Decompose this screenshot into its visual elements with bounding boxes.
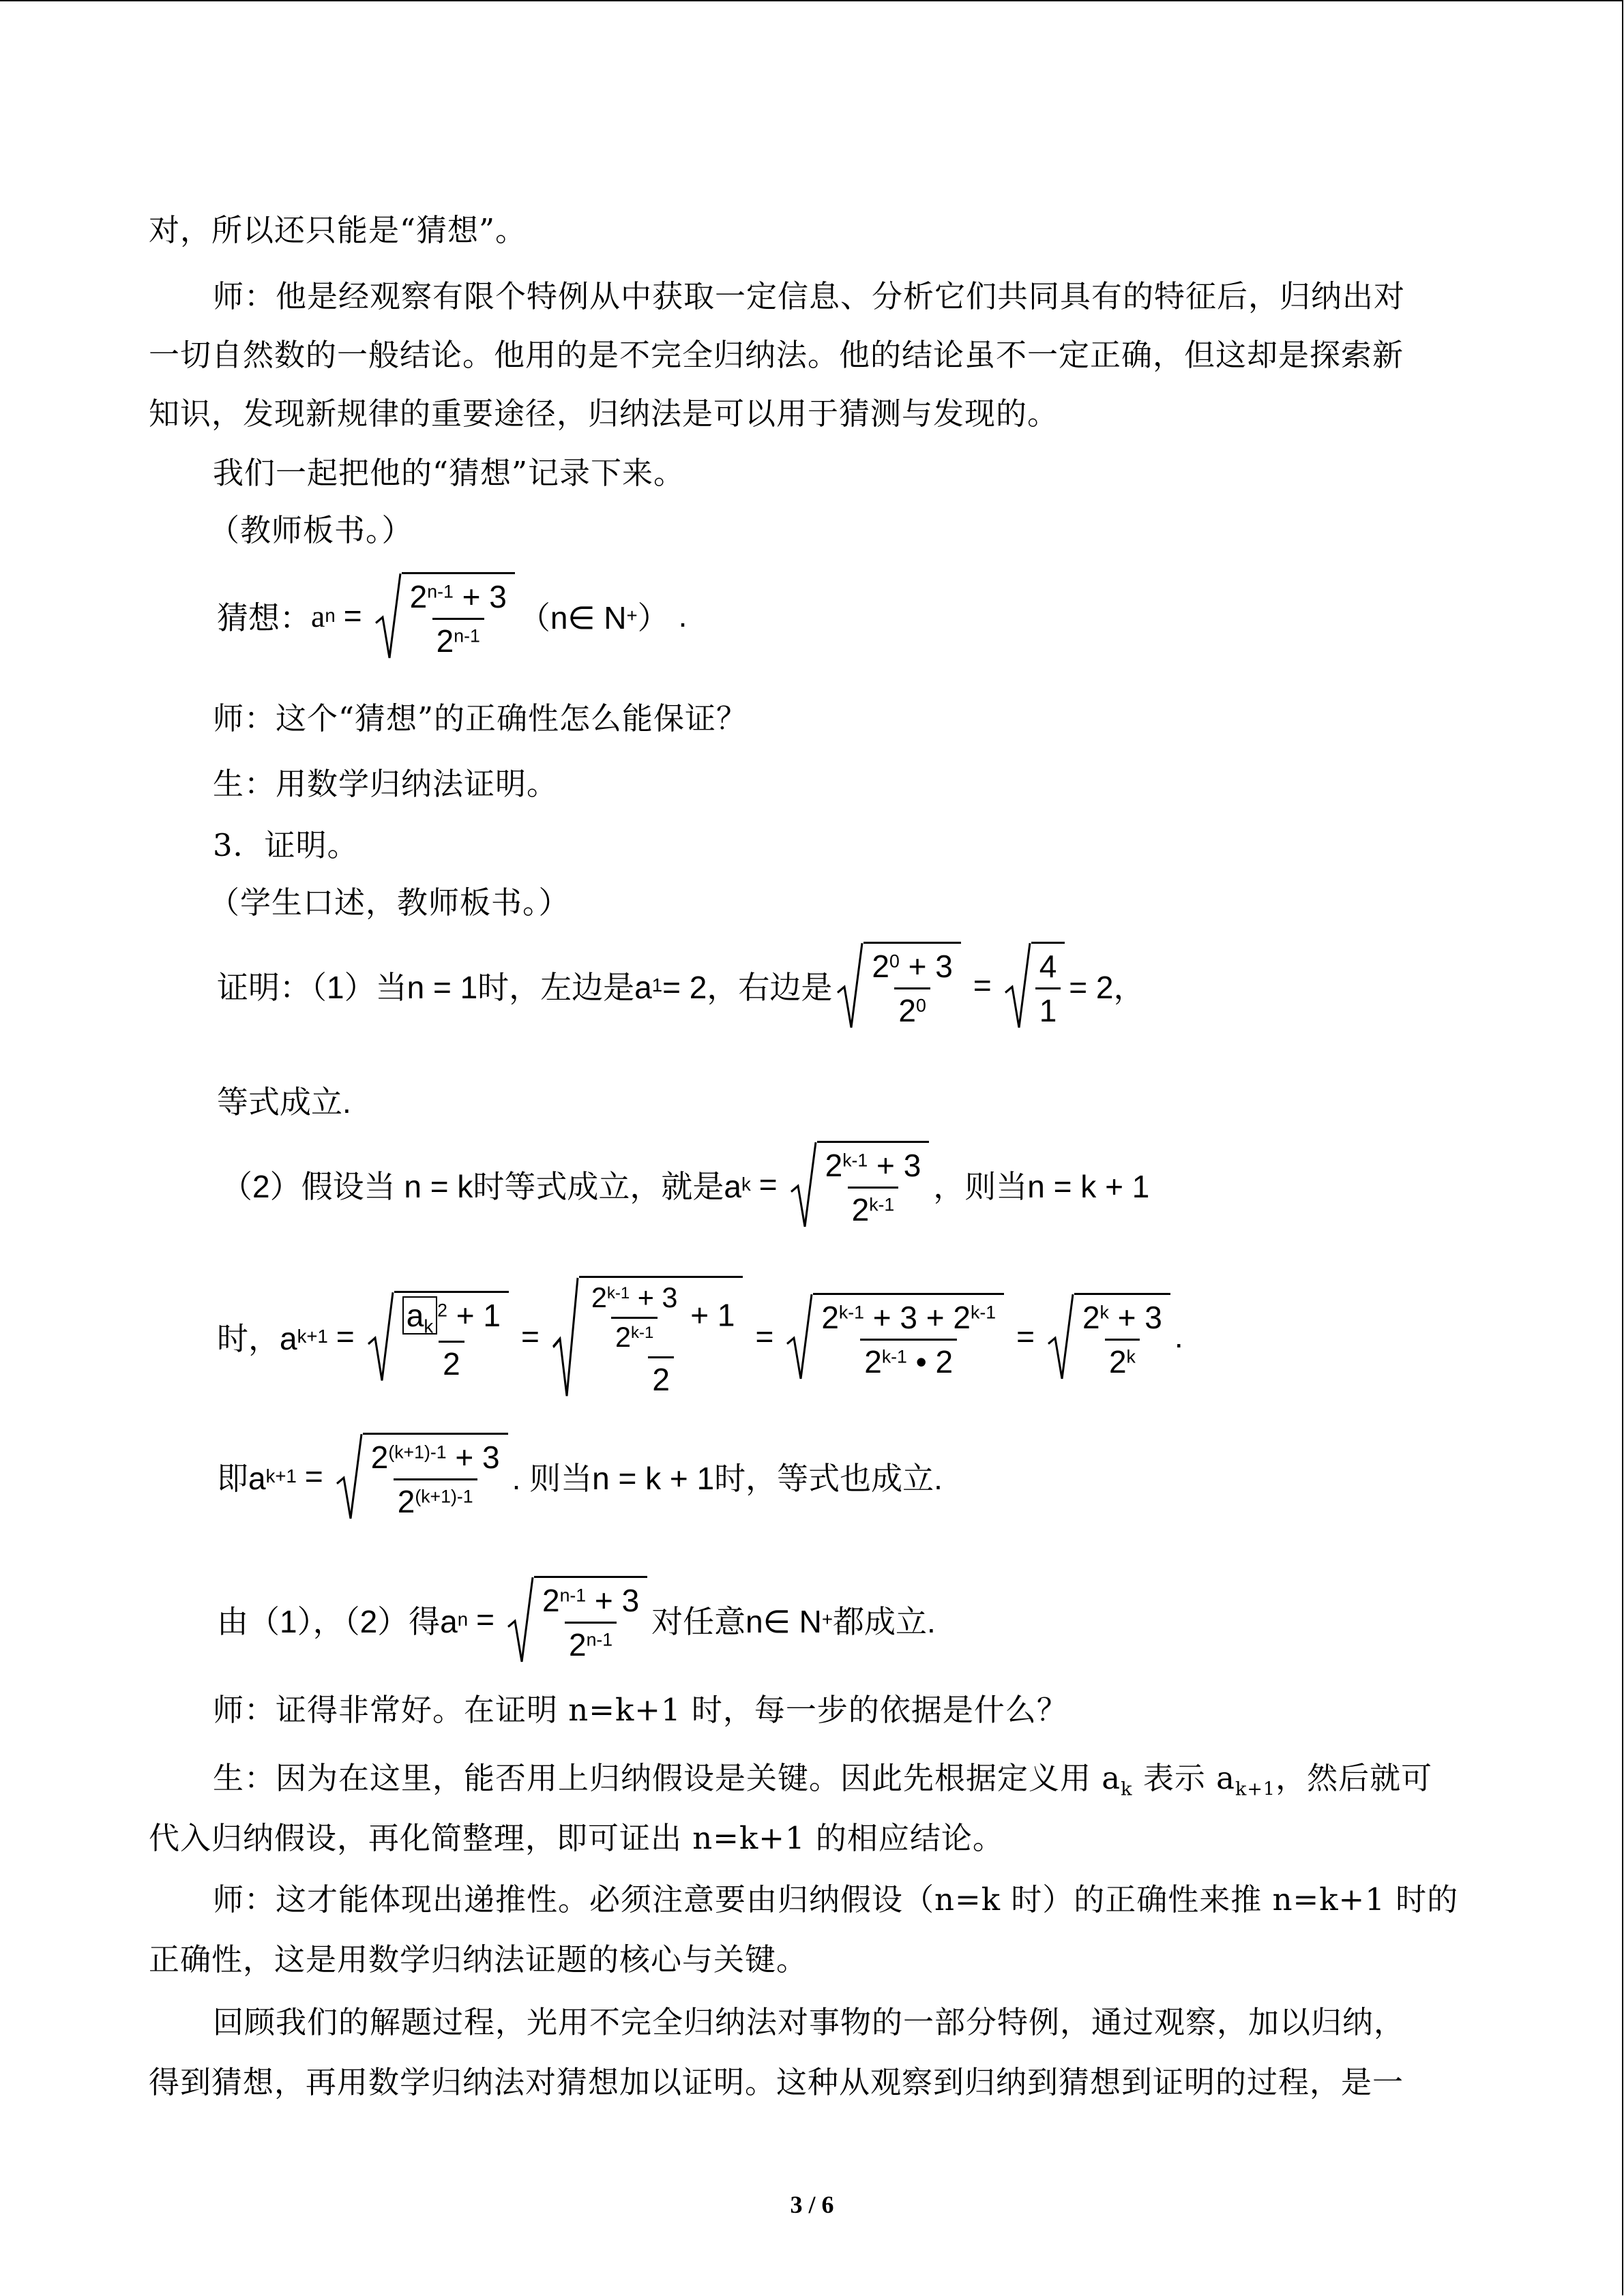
sqrt <box>786 1293 1004 1380</box>
text-segment: 表示 a <box>1132 1760 1235 1796</box>
formula-text: + 3 <box>446 1440 500 1475</box>
formula-text: ） <box>637 600 669 636</box>
text-line: 知识，发现新规律的重要途径，归纳法是可以用于猜测与发现的。 <box>149 396 1059 432</box>
formula-text: 2 <box>397 1484 415 1519</box>
formula-text: k-1 <box>630 1323 654 1342</box>
formula-text: 对任意n∈ N <box>651 1604 822 1639</box>
formula-text: ，则当n = k + 1 <box>933 1169 1150 1204</box>
formula-text: n <box>457 1609 469 1630</box>
formula-text: = <box>1016 1319 1035 1354</box>
formula-text: • 2 <box>906 1344 954 1380</box>
formula-text: 4 <box>1039 949 1057 984</box>
formula-text: = <box>476 1602 494 1637</box>
final-conclusion <box>217 1575 936 1664</box>
fraction <box>817 1299 1000 1380</box>
formula-text: k-1 <box>842 1150 868 1171</box>
formula-text: 等式成立. <box>217 1084 351 1120</box>
text-segment: k+1 <box>1235 1778 1276 1800</box>
fraction <box>1035 948 1061 1029</box>
formula-text: = <box>304 1459 323 1494</box>
formula-text: 2 <box>1108 1344 1127 1380</box>
text-line: 生：用数学归纳法证明。 <box>213 766 559 802</box>
conjecture-formula <box>217 571 687 660</box>
formula-text: = 2，右边是 <box>662 970 833 1005</box>
text-line: 得到猜想，再用数学归纳法对猜想加以证明。这种从观察到归纳到猜想到证明的过程，是一 <box>149 2064 1404 2100</box>
formula-text: = <box>343 598 362 633</box>
sqrt <box>367 1291 509 1382</box>
text-line: （学生口述，教师板书。） <box>209 884 570 921</box>
fraction <box>538 1582 643 1663</box>
formula-text: 2 <box>898 993 916 1028</box>
sqrt <box>374 572 515 659</box>
formula-text: 2 <box>648 1356 674 1398</box>
formula-text: 2 <box>370 1440 389 1475</box>
conclusion-step-2 <box>217 1432 943 1521</box>
formula-text: + 3 <box>1108 1300 1162 1335</box>
formula-text: (k+1)-1 <box>388 1442 447 1463</box>
proof-step-2 <box>221 1140 1149 1229</box>
formula-text: + <box>821 1609 833 1630</box>
text-line: 回顾我们的解题过程，光用不完全归纳法对事物的一部分特例，通过观察，加以归纳， <box>213 2004 1406 2040</box>
formula-text: 0 <box>915 995 926 1016</box>
formula-text: n-1 <box>454 625 480 646</box>
formula-text: k <box>424 1315 434 1337</box>
formula-text: 2 <box>591 1281 607 1313</box>
formula-text: 时，a <box>217 1321 297 1356</box>
fraction <box>868 948 956 1029</box>
formula-text: k+1 <box>265 1465 297 1487</box>
fraction <box>821 1147 926 1228</box>
formula-text: = 2， <box>1069 970 1145 1005</box>
formula-text: n-1 <box>586 1629 613 1650</box>
fraction <box>406 578 511 659</box>
fraction <box>398 1297 505 1382</box>
formula-text: 2 <box>851 1192 870 1227</box>
formula-text: = <box>336 1319 355 1354</box>
text-line: 对，所以还只能是“猜想”。 <box>149 212 527 248</box>
formula-text: + 3 + 2 <box>863 1300 971 1335</box>
formula-text: （2）假设当 n = k时等式成立，就是a <box>221 1169 741 1204</box>
formula-text: k <box>1099 1302 1109 1323</box>
text-line: 师：这个“猜想”的正确性怎么能保证？ <box>213 700 748 736</box>
formula-text: n-1 <box>427 581 454 602</box>
formula-text: 2 <box>872 949 889 984</box>
sqrt <box>507 1576 647 1663</box>
equality-holds <box>217 1076 351 1124</box>
text-line: 正确性，这是用数学归纳法证题的核心与关键。 <box>149 1941 808 1978</box>
formula-text: k <box>1126 1346 1136 1367</box>
text-line: 一切自然数的一般结论。他用的是不完全归纳法。他的结论虽不一定正确，但这却是探索新 <box>149 337 1404 373</box>
formula-text: n <box>325 605 336 626</box>
formula-text: . <box>678 598 688 633</box>
formula-text: k-1 <box>838 1302 864 1323</box>
text-line: （教师板书。） <box>209 512 413 548</box>
formula-text: 2 <box>825 1148 843 1183</box>
sqrt <box>790 1141 930 1228</box>
formula-text: 2 <box>568 1627 587 1663</box>
formula-text: 2 <box>439 1341 464 1382</box>
formula-text: (k+1)-1 <box>415 1486 473 1507</box>
formula-text: 1 <box>1035 987 1061 1029</box>
text-line: 师：他是经观察有限个特例从中获取一定信息、分析它们共同具有的特征后，归纳出对 <box>213 278 1406 314</box>
formula-text: + <box>626 605 638 626</box>
derivation <box>217 1268 1183 1405</box>
formula-text: 2 <box>864 1344 882 1380</box>
text-line: 我们一起把他的“猜想”记录下来。 <box>213 455 685 491</box>
sqrt <box>836 942 960 1029</box>
fraction <box>583 1282 739 1398</box>
formula-text: + 3 <box>453 579 507 614</box>
sqrt <box>552 1276 743 1398</box>
formula-text: + 3 <box>586 1583 640 1618</box>
formula-text: 2 <box>542 1583 560 1618</box>
page-number: 3 / 6 <box>790 2191 834 2218</box>
formula-text: a <box>311 598 325 633</box>
text-line: 3．证明。 <box>213 827 359 863</box>
formula-text: 2 <box>436 623 454 659</box>
formula-text: 猜想： <box>217 600 311 636</box>
formula-text: + 1 <box>447 1298 501 1334</box>
formula-text: . <box>1174 1319 1183 1354</box>
formula-text: 1 <box>651 974 663 996</box>
formula-text: k+1 <box>297 1326 328 1347</box>
fraction <box>587 1282 682 1354</box>
formula-text: + 3 <box>868 1148 921 1183</box>
text-segment: 生：因为在这里，能否用上归纳假设是关键。因此先根据定义用 a <box>213 1760 1121 1796</box>
formula-text: k-1 <box>971 1302 996 1323</box>
formula-text: 2 <box>821 1300 839 1335</box>
formula-text: 证明：（1）当n = 1时，左边是a <box>217 970 652 1005</box>
formula-text: k-1 <box>881 1346 907 1367</box>
formula-text: . 则当n = k + 1时，等式也成立. <box>512 1461 943 1496</box>
formula-text: = <box>973 968 992 1003</box>
formula-text: + 1 <box>690 1297 735 1333</box>
sqrt <box>1047 1293 1170 1380</box>
formula-text: + 3 <box>630 1281 678 1313</box>
formula-text: n-1 <box>559 1585 587 1606</box>
formula-text: 由（1），（2）得a <box>217 1604 458 1639</box>
fraction <box>367 1439 504 1520</box>
sqrt <box>1004 942 1065 1029</box>
formula-text: 2 <box>437 1300 447 1321</box>
formula-text: = <box>758 1167 778 1202</box>
text-line: 代入归纳假设，再化简整理，即可证出 n=k+1 的相应结论。 <box>149 1820 1004 1856</box>
text-line: 师：证得非常好。在证明 n=k+1 时，每一步的依据是什么？ <box>213 1692 1068 1728</box>
formula-text: 都成立. <box>832 1604 936 1639</box>
text-segment: k <box>1121 1778 1133 1800</box>
text-line <box>213 1758 1432 1810</box>
fraction <box>1078 1299 1166 1380</box>
text-line: 师：这才能体现出递推性。必须注意要由归纳假设（n=k 时）的正确性来推 n=k+1 时的 <box>213 1881 1459 1918</box>
formula-text: k <box>741 1174 751 1195</box>
formula-text: 2 <box>409 579 428 614</box>
formula-text: k-1 <box>869 1194 895 1215</box>
formula-text: a <box>406 1298 424 1334</box>
formula-text: = <box>520 1319 540 1354</box>
formula-text: 0 <box>889 951 900 972</box>
proof-step-1 <box>217 941 1145 1030</box>
formula-text: 2 <box>1082 1300 1100 1335</box>
formula-text: （n∈ N <box>518 600 627 636</box>
formula-text: 2 <box>615 1321 631 1353</box>
sqrt <box>336 1433 508 1520</box>
formula-text: + 3 <box>899 949 953 984</box>
formula-text: k-1 <box>606 1283 630 1302</box>
text-segment: ，然后就可 <box>1275 1760 1433 1796</box>
formula-text: = <box>755 1319 774 1354</box>
formula-text: 即a <box>217 1461 266 1496</box>
